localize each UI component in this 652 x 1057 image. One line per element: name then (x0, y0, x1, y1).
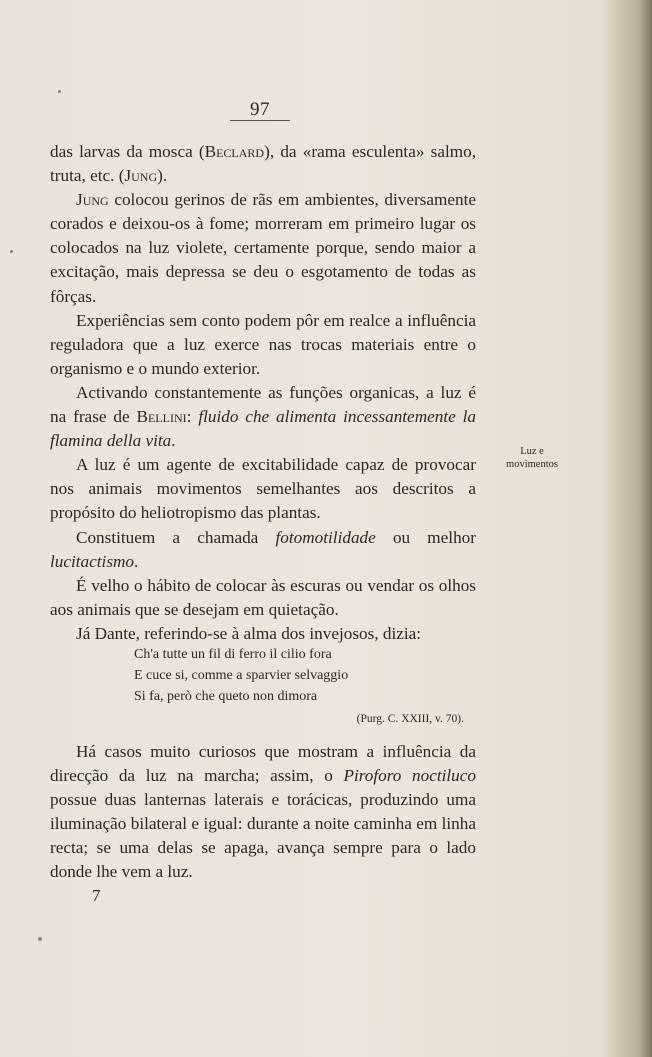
text-run: É velho o hábito de colocar às escuras ou vendar os olhos aos animais que se desejam em quietação. (50, 575, 476, 619)
verse-line: E cuce si, comme a sparvier selvaggio (134, 668, 349, 683)
paper-speck (58, 90, 61, 93)
paragraph (50, 740, 476, 885)
small-caps-name: Jung (124, 166, 158, 186)
paragraph (50, 140, 476, 188)
verse-quote (134, 644, 464, 730)
text-run: Activando constantemente as funções organicas, a luz é na frase de (50, 382, 476, 427)
page-number: 97 (230, 100, 290, 121)
small-caps-name: Jung (76, 190, 109, 210)
paper-speck (38, 937, 42, 941)
paragraph (50, 188, 476, 308)
text-run: colocou gerinos de rãs em ambientes, diversamente corados e deixou-os à fome; morreram em primeiro lugar os colocados na luz violete, certamente porque, sendo maior a excitação, mais depressa se deu o esgotamento de todas as fôrças. (50, 190, 476, 306)
verse-line: Si fa, però che queto non dimora (134, 689, 318, 704)
small-caps-name: Beclard (204, 142, 265, 161)
verse-line: Ch'a tutte un fil di ferro il cilio fora (134, 647, 332, 662)
text-run: das larvas da mosca ( (50, 142, 205, 161)
italic-text: fotomotilidade (275, 527, 376, 547)
verse-citation: (Purg. C. XXIII, v. 70). (356, 713, 464, 725)
text-run: Há casos muito curiosos que mostram a influência da direcção da luz na marcha; assim, o (50, 742, 476, 786)
italic-text: lucitactismo (50, 551, 135, 571)
paragraph (50, 526, 476, 574)
small-caps-name: Bellini (136, 407, 187, 427)
text-run: : (186, 407, 199, 427)
text-run: Já Dante, referindo-se à alma dos invejosos, dizia: (76, 623, 422, 643)
text-run: . (171, 431, 176, 451)
italic-text: Piroforo noctiluco (343, 766, 476, 786)
text-run: ou melhor (375, 527, 476, 547)
paragraph (50, 622, 476, 646)
margin-note: Luz e movimentos (506, 446, 558, 470)
text-run: . (134, 551, 139, 571)
paragraph (50, 574, 476, 622)
body-text-bottom (50, 740, 476, 885)
text-run: possue duas lanternas laterais e torácicas, produzindo uma iluminação bilateral e igual: durante a noite caminha em linha recta; se uma delas se apaga, avança sempre para o lado donde lhe vem a luz. (50, 790, 476, 882)
paragraph (50, 453, 476, 525)
text-run: ). (157, 166, 168, 186)
paper-speck (10, 250, 13, 253)
text-run: Constituem a chamada (76, 527, 276, 547)
signature-mark: 7 (92, 886, 101, 905)
text-run: ), da «rama esculenta» salmo, truta, etc. ( (50, 142, 476, 186)
text-run: A luz é um agente de excitabilidade capaz de provocar nos animais movimentos semelhantes aos descritos a propósito do heliotropismo das plantas. (50, 455, 476, 523)
text-run: Experiências sem conto podem pôr em realce a influência reguladora que a luz exerce nas trocas materiais entre o organismo e o mundo exterior. (50, 310, 476, 378)
body-text-top (50, 140, 476, 646)
paragraph (50, 381, 476, 453)
italic-text: fluido che alimenta incessantemente la flamina della vita (50, 407, 476, 451)
paragraph (50, 309, 476, 381)
